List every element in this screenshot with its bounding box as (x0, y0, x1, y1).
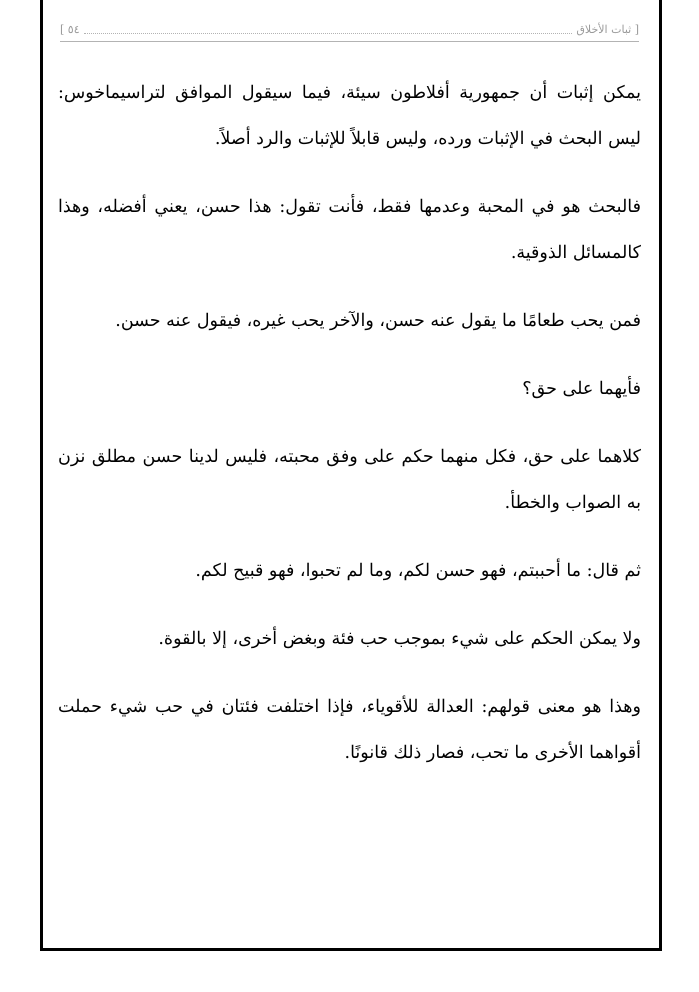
paragraph: فمن يحب طعامًا ما يقول عنه حسن، والآخر يحب غيره، فيقول عنه حسن. (115, 311, 641, 331)
paragraph: ثم قال: ما أحببتم، فهو حسن لكم، وما لم تحبوا، فهو قبيح لكم. (195, 561, 641, 581)
paragraph: كلاهما على حق، فكل منهما حكم على وفق محبته، فليس لدينا حسن مطلق نزن به الصواب والخطأ. (58, 447, 641, 513)
paragraph: يمكن إثبات أن جمهورية أفلاطون سيئة، فيما سيقول الموافق لتراسيماخوس: ليس البحث في الإثبات ورده، وليس قابلاً للإثبات والرد أصلاً. (58, 83, 641, 149)
paragraph: ولا يمكن الحكم على شيء بموجب حب فئة وبغض أخرى، إلا بالقوة. (158, 629, 641, 649)
running-title: [ ثبات الأخلاق (576, 22, 639, 36)
page-number: ٥٤ ] (60, 22, 80, 36)
header-dot-leader (84, 33, 573, 34)
paragraph: فالبحث هو في المحبة وعدمها فقط، فأنت تقول: هذا حسن، يعني أفضله، وهذا كالمسائل الذوقية. (58, 197, 641, 263)
page-body (58, 70, 641, 798)
paragraph: وهذا هو معنى قولهم: العدالة للأقوياء، فإذا اختلفت فئتان في حب شيء حملت أقواهما الأخرى ما تحب، فصار ذلك قانونًا. (58, 697, 641, 763)
running-header (60, 17, 639, 42)
paragraph: فأيهما على حق؟ (522, 379, 641, 399)
